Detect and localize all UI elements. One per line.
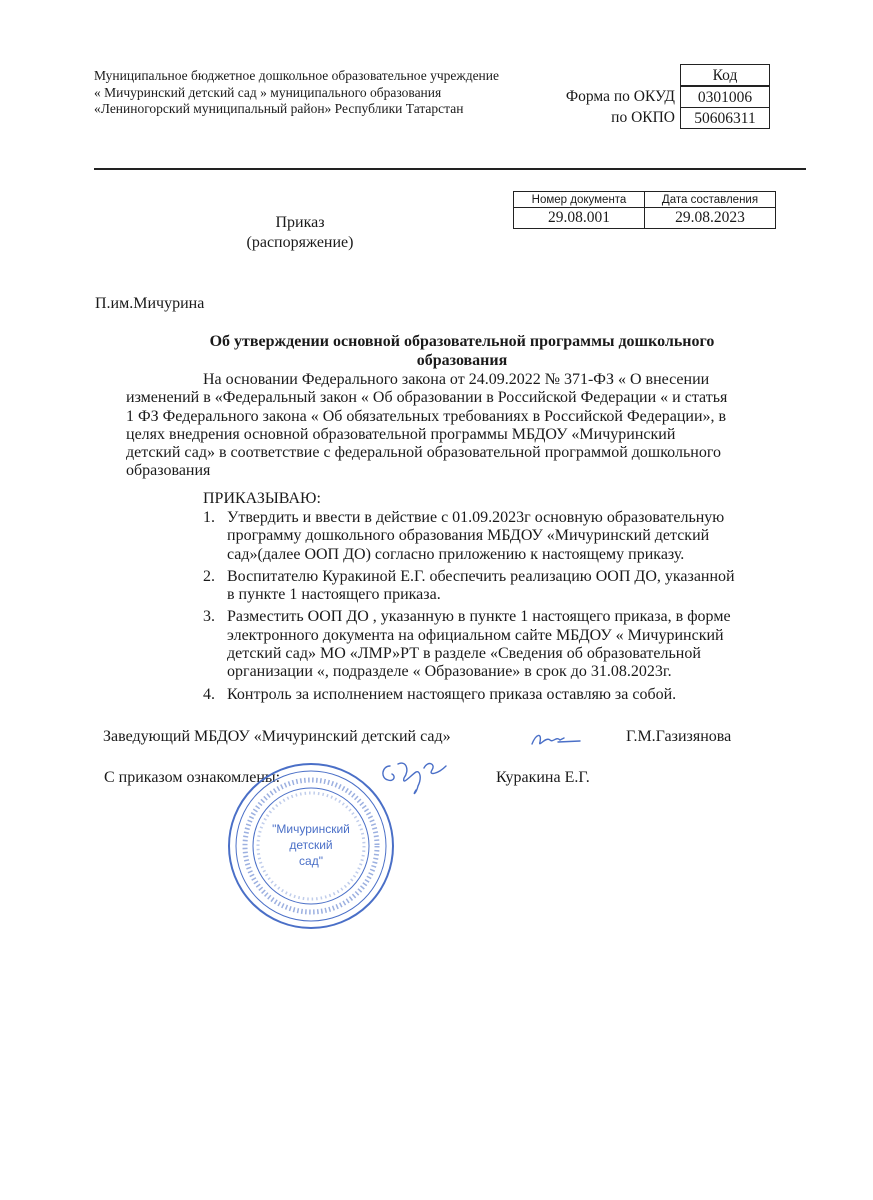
okpo-label: по ОКПО — [611, 109, 675, 126]
order-item-4 — [203, 686, 778, 704]
document-date: 29.08.2023 — [645, 208, 776, 229]
order-word: ПРИКАЗЫВАЮ: — [203, 490, 321, 507]
stamp-center-line-1: "Мичуринский — [272, 822, 350, 836]
preamble-line-3: 1 ФЗ Федерального закона « Об обязательных требованиях в Российской Федерации», в — [126, 407, 727, 425]
head-signature — [528, 728, 584, 757]
document-meta-table — [513, 191, 776, 229]
order-item-1 — [203, 509, 778, 564]
head-name: Г.М.Газизянова — [626, 728, 732, 745]
header-divider — [94, 168, 806, 170]
preamble-line-4: целях внедрения основной образовательной программы МБДОУ «Мичуринский — [126, 425, 676, 443]
document-date-header: Дата составления — [645, 192, 776, 208]
order-items-list — [203, 509, 778, 708]
order-item-line: электронного документа на официальном сайте МБДОУ « Мичуринский — [227, 626, 724, 644]
stamp-center-line-3: сад" — [299, 854, 323, 868]
order-item-number: 3. — [203, 608, 215, 626]
order-item-number: 2. — [203, 567, 215, 585]
document-title-line-2: (распоряжение) — [246, 234, 354, 251]
organization-block — [94, 68, 534, 118]
order-item-line: организации «, подразделе « Образование» в срок до 31.08.2023г. — [227, 663, 672, 681]
acquainted-label: С приказом ознакомлены: — [104, 769, 281, 786]
order-item-line: детский сад» МО «ЛМР»РТ в разделе «Сведения об образовательной — [227, 645, 701, 663]
order-item-2 — [203, 568, 778, 605]
document-title-line-1: Приказ — [275, 214, 325, 231]
okud-label: Форма по ОКУД — [565, 88, 675, 105]
order-item-line: Утвердить и ввести в действие с 01.09.2023г основную образовательную — [227, 509, 725, 526]
order-heading-line-2: образования — [416, 352, 508, 369]
order-heading-line-1: Об утверждении основной образовательной программы дошкольного — [209, 333, 715, 350]
organization-line-2: « Мичуринский детский сад » муниципального образования — [94, 84, 442, 100]
preamble-line-1: На основании Федерального закона от 24.09.2022 № 371-ФЗ « О внесении — [203, 371, 710, 388]
preamble-line-5: детский сад» в соответствие с федеральной образовательной программой дошкольного — [126, 444, 721, 462]
order-item-3 — [203, 608, 778, 681]
order-item-line: Разместить ООП ДО , указанную в пункте 1 настоящего приказа, в форме — [227, 608, 731, 626]
order-item-line: Контроль за исполнением настоящего приказа оставляю за собой. — [227, 685, 677, 703]
preamble-line-2: изменений в «Федеральный закон « Об образовании в Российской Федерации « и статья — [126, 389, 728, 407]
order-item-line: в пункте 1 настоящего приказа. — [227, 586, 441, 604]
head-position: Заведующий МБДОУ «Мичуринский детский сад» — [103, 728, 451, 745]
order-item-number: 4. — [203, 685, 215, 703]
order-item-number: 1. — [203, 509, 215, 526]
document-number-header: Номер документа — [514, 192, 645, 208]
order-item-line: Воспитателю Куракиной Е.Г. обеспечить реализацию ООП ДО, указанной — [227, 567, 735, 585]
preamble-line-6: образования — [126, 462, 211, 480]
order-heading — [94, 332, 830, 370]
organization-stamp — [226, 761, 396, 931]
stamp-center-line-2: детский — [289, 838, 333, 852]
order-item-line: программу дошкольного образования МБДОУ «Мичуринский детский — [227, 527, 710, 545]
okpo-value: 50606311 — [680, 107, 770, 129]
place-name: П.им.Мичурина — [95, 295, 205, 312]
acquainted-name: Куракина Е.Г. — [496, 769, 590, 786]
okud-value: 0301006 — [680, 86, 770, 108]
organization-line-3: «Лениногорский муниципальный район» Республики Татарстан — [94, 101, 464, 116]
order-item-line: сад»(далее ООП ДО) согласно приложению к настоящему приказу. — [227, 545, 685, 563]
organization-line-1: Муниципальное бюджетное дошкольное образовательное учреждение — [94, 68, 499, 83]
document-title — [230, 213, 370, 253]
code-header: Код — [680, 64, 770, 86]
order-preamble — [126, 371, 766, 481]
document-number: 29.08.001 — [514, 208, 645, 229]
